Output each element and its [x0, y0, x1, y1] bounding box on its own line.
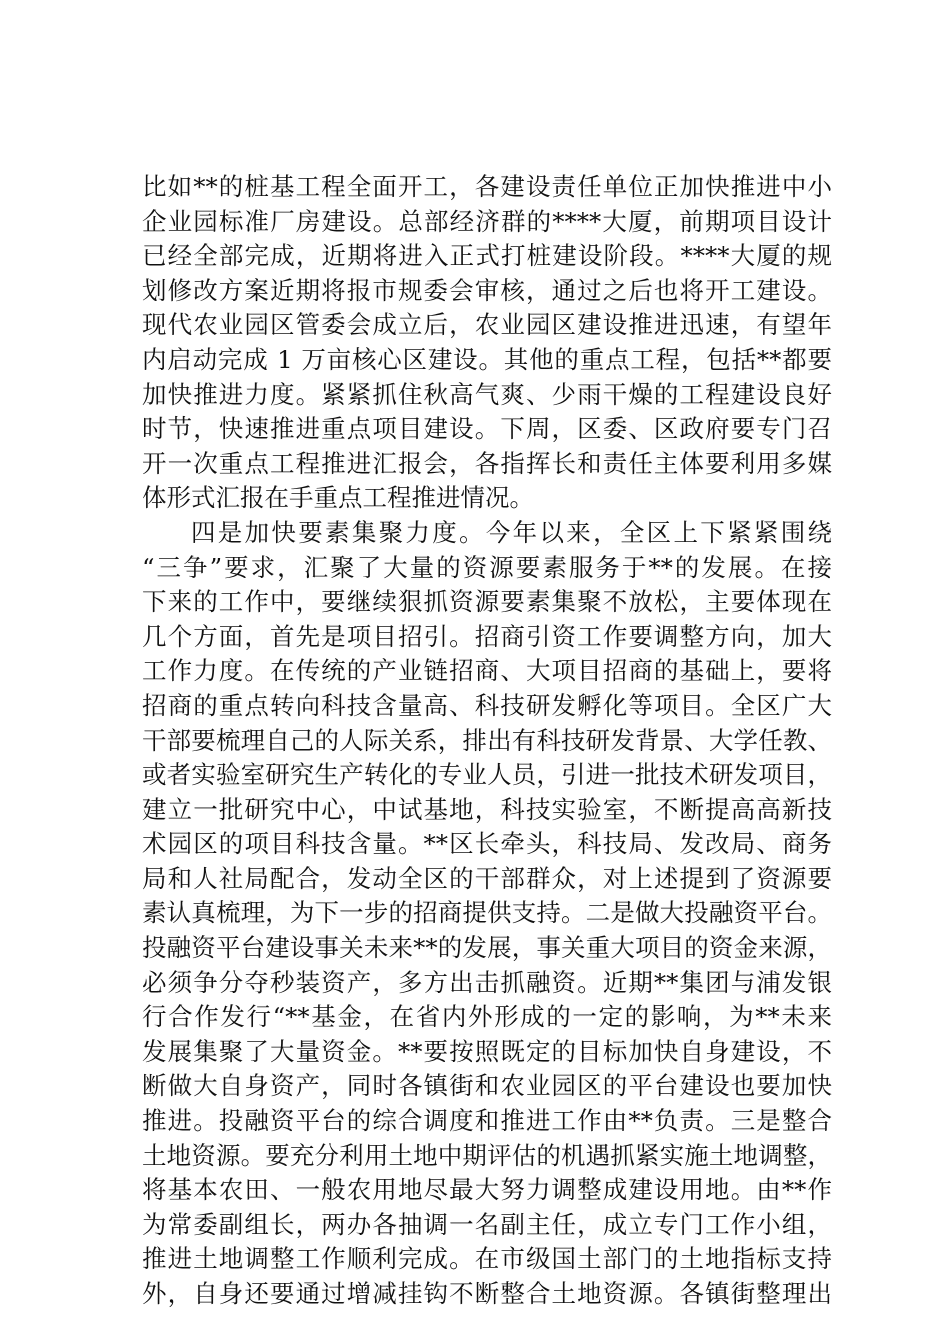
text-line: 划修改方案近期将报市规委会审核，通过之后也将开工建设。: [142, 275, 832, 305]
text-line: 比如**的桩基工程全面开工，各建设责任单位正加快推进中小: [142, 172, 832, 201]
text-line: 干部要梳理自己的人际关系，排出有科技研发背景、大学任教、: [142, 725, 832, 755]
text-line: 工作力度。在传统的产业链招商、大项目招商的基础上，要将: [142, 656, 832, 686]
text-line: 推进。投融资平台的综合调度和推进工作由**负责。三是整合: [142, 1106, 832, 1136]
text-line: 将基本农田、一般农用地尽最大努力调整成建设用地。由**作: [142, 1175, 832, 1205]
text-line: 企业园标准厂房建设。总部经济群的****大厦，前期项目设计: [142, 206, 832, 236]
text-line: 内启动完成 1 万亩核心区建设。其他的重点工程，包括**都要: [142, 344, 832, 374]
text-line: 建立一批研究中心，中试基地，科技实验室，不断提高高新技: [142, 794, 832, 824]
text-line: 投融资平台建设事关未来**的发展，事关重大项目的资金来源，: [142, 933, 832, 963]
text-line: 体形式汇报在手重点工程推进情况。: [142, 483, 534, 513]
text-line: 断做大自身资产，同时各镇街和农业园区的平台建设也要加快: [142, 1071, 832, 1101]
text-line: 局和人社局配合，发动全区的干部群众，对上述提到了资源要: [142, 863, 832, 893]
text-line: 招商的重点转向科技含量高、科技研发孵化等项目。全区广大: [142, 690, 832, 720]
text-line: 外，自身还要通过增减挂钩不断整合土地资源。各镇街整理出: [142, 1279, 832, 1308]
body-text: [142, 170, 832, 1312]
text-line: 或者实验室研究生产转化的专业人员，引进一批技术研发项目，: [142, 760, 832, 790]
text-line: 发展集聚了大量资金。**要按照既定的目标加快自身建设，不: [142, 1036, 832, 1066]
text-line: 加快推进力度。紧紧抓住秋高气爽、少雨干燥的工程建设良好: [142, 379, 832, 409]
text-line: 行合作发行“**基金，在省内外形成的一定的影响，为**未来: [142, 1002, 832, 1032]
text-line: 时节，快速推进重点项目建设。下周，区委、区政府要专门召: [142, 414, 832, 444]
text-line: “三争”要求，汇聚了大量的资源要素服务于**的发展。在接: [142, 552, 832, 582]
text-line: 现代农业园区管委会成立后，农业园区建设推进迅速，有望年: [142, 310, 832, 340]
text-line: 土地资源。要充分利用土地中期评估的机遇抓紧实施土地调整，: [142, 1140, 832, 1170]
text-line: 下来的工作中，要继续狠抓资源要素集聚不放松，主要体现在: [142, 587, 832, 617]
text-line: 开一次重点工程推进汇报会，各指挥长和责任主体要利用多媒: [142, 448, 832, 478]
text-line: 已经全部完成，近期将进入正式打桩建设阶段。****大厦的规: [142, 241, 832, 271]
text-line: 必须争分夺秒装资产，多方出击抓融资。近期**集团与浦发银: [142, 967, 832, 997]
text-line: 为常委副组长，两办各抽调一名副主任，成立专门工作小组，: [142, 1209, 832, 1239]
text-line: 术园区的项目科技含量。**区长牵头，科技局、发改局、商务: [142, 829, 832, 859]
text-line: 推进土地调整工作顺利完成。在市级国土部门的土地指标支持: [142, 1244, 832, 1274]
text-line: 四是加快要素集聚力度。今年以来，全区上下紧紧围绕: [191, 517, 832, 547]
text-line: 素认真梳理，为下一步的招商提供支持。二是做大投融资平台。: [142, 898, 832, 928]
text-line: 几个方面，首先是项目招引。招商引资工作要调整方向，加大: [142, 621, 832, 651]
